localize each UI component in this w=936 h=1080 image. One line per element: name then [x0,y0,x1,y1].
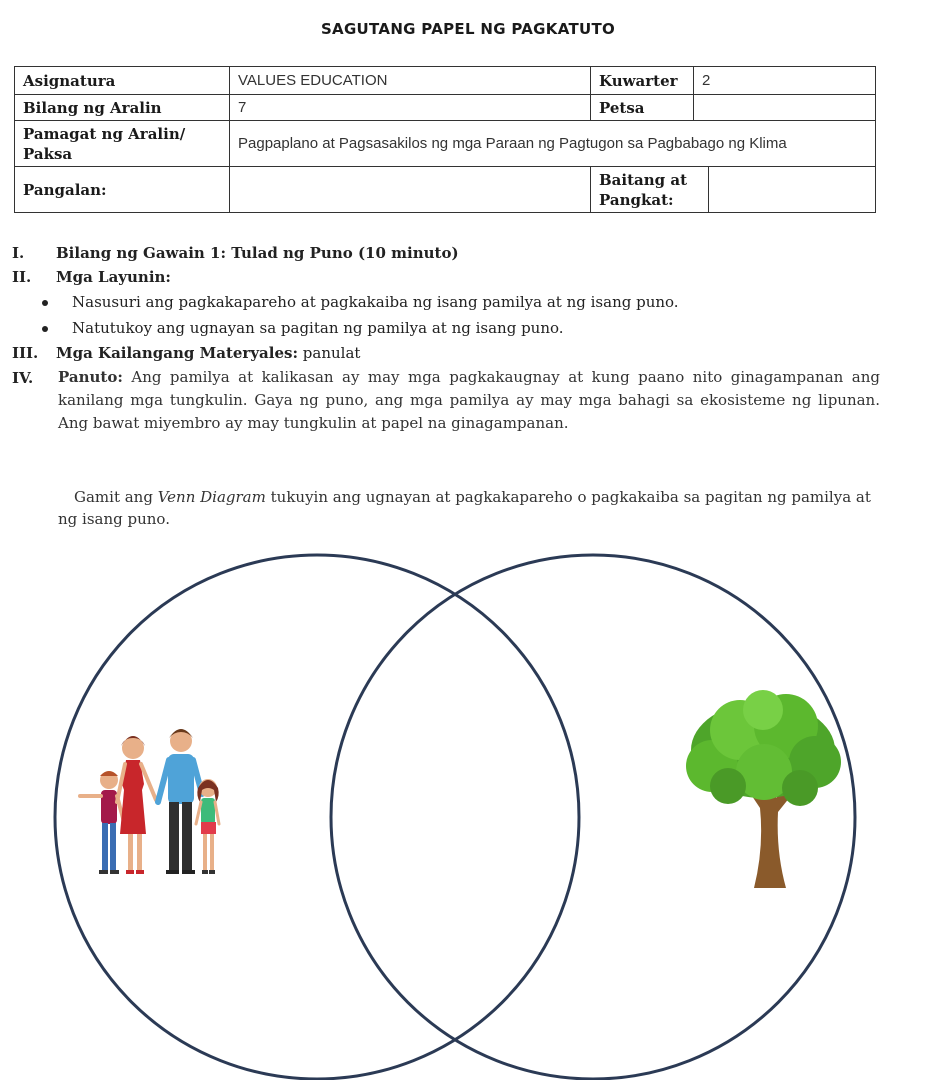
section-2-heading: Mga Layunin: [56,268,171,286]
objective-text-2: Natutukoy ang ugnayan sa pagitan ng pamilya at ng isang puno. [72,319,564,337]
father-figure [158,729,202,874]
section-1-heading: Bilang ng Gawain 1: Tulad ng Puno (10 minuto) [56,244,459,262]
asignatura-value: VALUES EDUCATION [230,67,591,95]
section-4-number: IV. [12,369,34,387]
child-boy-figure [80,771,124,874]
venn-instruction [58,486,880,530]
asignatura-label: Asignatura [15,67,230,95]
bullet-icon [42,300,48,306]
section-4-label: Panuto: [58,368,123,386]
petsa-label: Petsa [591,95,694,121]
section-2 [12,266,171,288]
kuwarter-label: Kuwarter [591,67,694,95]
instruction-end: tukuyin ang ugnayan at pagkakapareho o pagkakaiba sa pagitan ng pamilya at ng isang puno. [58,488,871,528]
section-1 [12,242,459,264]
child-girl-figure [196,779,219,874]
kuwarter-value[interactable]: 2 [694,67,876,95]
mother-figure [117,736,156,874]
petsa-field[interactable] [694,95,876,121]
section-1-number: I. [12,244,25,262]
section-4-text: Ang pamilya at kalikasan ay may mga pagkakaugnay at kung paano nito ginagampanan ang kanilang mga tungkulin. Gaya ng puno, ang mga pamilya ay may mga bahagi sa ekosisteme ng lipunan. Ang bawat miyembro ay may tungkulin at papel na ginagampanan. [58,368,880,432]
lesson-info-table [14,66,876,213]
pangalan-field[interactable] [230,167,591,213]
pangalan-label: Pangalan: [15,167,230,213]
baitang-field[interactable] [709,167,876,213]
family-icon [80,729,219,874]
pamagat-value: Pagpaplano at Pagsasakilos ng mga Paraan ng Pagtugon sa Pagbabago ng Klima [230,121,876,167]
aralin-label: Bilang ng Aralin [15,95,230,121]
section-3 [12,342,360,364]
section-3-label: Mga Kailangang Materyales: [56,344,298,362]
baitang-label: Baitang at Pangkat: [591,167,709,213]
section-4-paragraph [58,366,880,435]
page-title: SAGUTANG PAPEL NG PAGKATUTO [320,20,616,38]
objective-text-1: Nasusuri ang pagkakapareho at pagkakaiba ng isang pamilya at ng isang puno. [72,293,679,311]
instruction-start: Gamit ang [74,488,158,506]
instruction-venn-term: Venn Diagram [157,488,266,506]
section-2-number: II. [12,268,32,286]
venn-diagram [0,540,936,1080]
aralin-value: 7 [230,95,591,121]
bullet-icon [42,326,48,332]
tree-icon [686,690,841,888]
objective-item-1 [46,291,679,313]
objective-item-2 [46,317,564,339]
section-4-heading-row [12,367,56,389]
pamagat-label: Pamagat ng Aralin/ Paksa [15,121,230,167]
section-3-number: III. [12,344,39,362]
section-3-value: panulat [302,344,361,362]
